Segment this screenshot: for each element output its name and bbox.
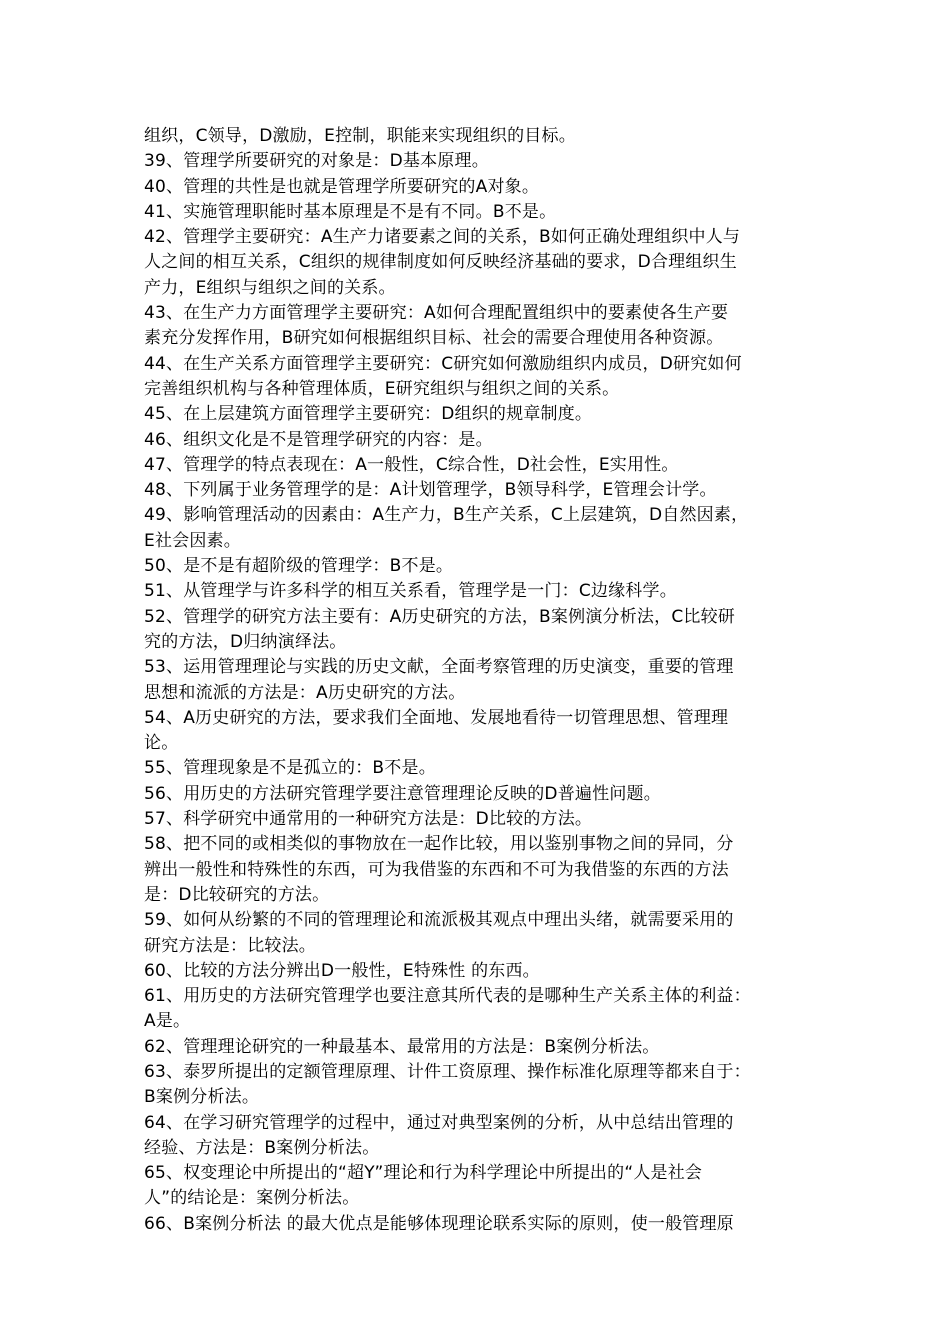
text-line: 58、把不同的或相类似的事物放在一起作比较，用以鉴别事物之间的异同，分 xyxy=(144,834,734,855)
text-line: 组织，C领导，D激励，E控制，职能来实现组织的目标。 xyxy=(144,126,576,146)
text-line: E社会因素。 xyxy=(144,530,241,551)
text-line: 经验、方法是：B案例分析法。 xyxy=(144,1137,380,1158)
text-line: 65、权变理论中所提出的“超Y”理论和行为科学理论中所提出的“人是社会 xyxy=(144,1163,703,1184)
text-line: 63、泰罗所提出的定额管理原理、计件工资原理、操作标准化原理等都来自于： xyxy=(144,1061,751,1082)
text-line: 43、在生产力方面管理学主要研究：A如何合理配置组织中的要素使各生产要 xyxy=(144,303,729,324)
text-line: 66、B案例分析法 的最大优点是能够体现理论联系实际的原则，使一般管理原 xyxy=(144,1213,734,1234)
text-line: 究的方法，D归纳演绎法。 xyxy=(144,631,347,652)
text-line: 52、管理学的研究方法主要有：A历史研究的方法，B案例演分析法，C比较研 xyxy=(144,606,735,627)
text-line: 39、管理学所要研究的对象是：D基本原理。 xyxy=(144,151,489,172)
text-line: 42、管理学主要研究：A生产力诸要素之间的关系，B如何正确处理组织中人与 xyxy=(144,227,741,248)
text-line: 48、下列属于业务管理学的是：A计划管理学，B领导科学，E管理会计学。 xyxy=(144,480,717,501)
text-line: 思想和流派的方法是：A历史研究的方法。 xyxy=(144,682,466,703)
text-line: B案例分析法。 xyxy=(144,1087,260,1108)
text-line: 研究方法是：比较法。 xyxy=(144,935,316,956)
text-line: 50、是不是有超阶级的管理学：B不是。 xyxy=(144,556,454,577)
text-line: 51、从管理学与许多科学的相互关系看，管理学是一门：C边缘科学。 xyxy=(144,581,677,602)
text-line: A是。 xyxy=(144,1011,191,1032)
text-line: 47、管理学的特点表现在：A一般性，C综合性，D社会性，E实用性。 xyxy=(144,454,679,475)
text-line: 论。 xyxy=(144,733,179,754)
text-line: 41、实施管理职能时基本原理是不是有不同。B不是。 xyxy=(144,201,557,222)
text-line: 人之间的相互关系，C组织的规律制度如何反映经济基础的要求，D合理组织生 xyxy=(144,252,737,273)
text-line: 辨出一般性和特殊性的东西，可为我借鉴的东西和不可为我借鉴的东西的方法 xyxy=(144,859,729,880)
text-line: 是：D比较研究的方法。 xyxy=(144,884,330,905)
text-line: 59、如何从纷繁的不同的管理理论和流派极其观点中理出头绪，就需要采用的 xyxy=(144,910,734,931)
document-body xyxy=(144,124,824,1237)
text-line: 61、用历史的方法研究管理学也要注意其所代表的是哪种生产关系主体的利益： xyxy=(144,986,751,1007)
text-line: 产力，E组织与组织之间的关系。 xyxy=(144,277,396,298)
text-line: 64、在学习研究管理学的过程中，通过对典型案例的分析，从中总结出管理的 xyxy=(144,1112,734,1133)
text-line: 46、组织文化是不是管理学研究的内容：是。 xyxy=(144,429,493,450)
text-line: 45、在上层建筑方面管理学主要研究：D组织的规章制度。 xyxy=(144,404,593,425)
text-line: 55、管理现象是不是孤立的：B不是。 xyxy=(144,758,436,779)
text-line: 人”的结论是：案例分析法。 xyxy=(144,1188,360,1209)
text-line: 44、在生产关系方面管理学主要研究：C研究如何激励组织内成员，D研究如何 xyxy=(144,353,742,374)
text-line: 60、比较的方法分辨出D一般性，E特殊性 的东西。 xyxy=(144,960,540,981)
text-line: 素充分发挥作用，B研究如何根据组织目标、社会的需要合理使用各种资源。 xyxy=(144,328,724,349)
text-line: 57、科学研究中通常用的一种研究方法是：D比较的方法。 xyxy=(144,809,593,830)
text-line: 54、A历史研究的方法，要求我们全面地、发展地看待一切管理思想、管理理 xyxy=(144,707,729,728)
text-line: 56、用历史的方法研究管理学要注意管理理论反映的D普遍性问题。 xyxy=(144,783,661,804)
text-line: 62、管理理论研究的一种最基本、最常用的方法是：B案例分析法。 xyxy=(144,1036,660,1057)
text-line: 40、管理的共性是也就是管理学所要研究的A对象。 xyxy=(144,176,540,197)
text-line: 49、影响管理活动的因素由：A生产力，B生产关系，C上层建筑，D自然因素， xyxy=(144,505,749,526)
text-line: 完善组织机构与各种管理体质，E研究组织与组织之间的关系。 xyxy=(144,378,620,399)
text-line: 53、运用管理理论与实践的历史文献，全面考察管理的历史演变，重要的管理 xyxy=(144,657,734,678)
